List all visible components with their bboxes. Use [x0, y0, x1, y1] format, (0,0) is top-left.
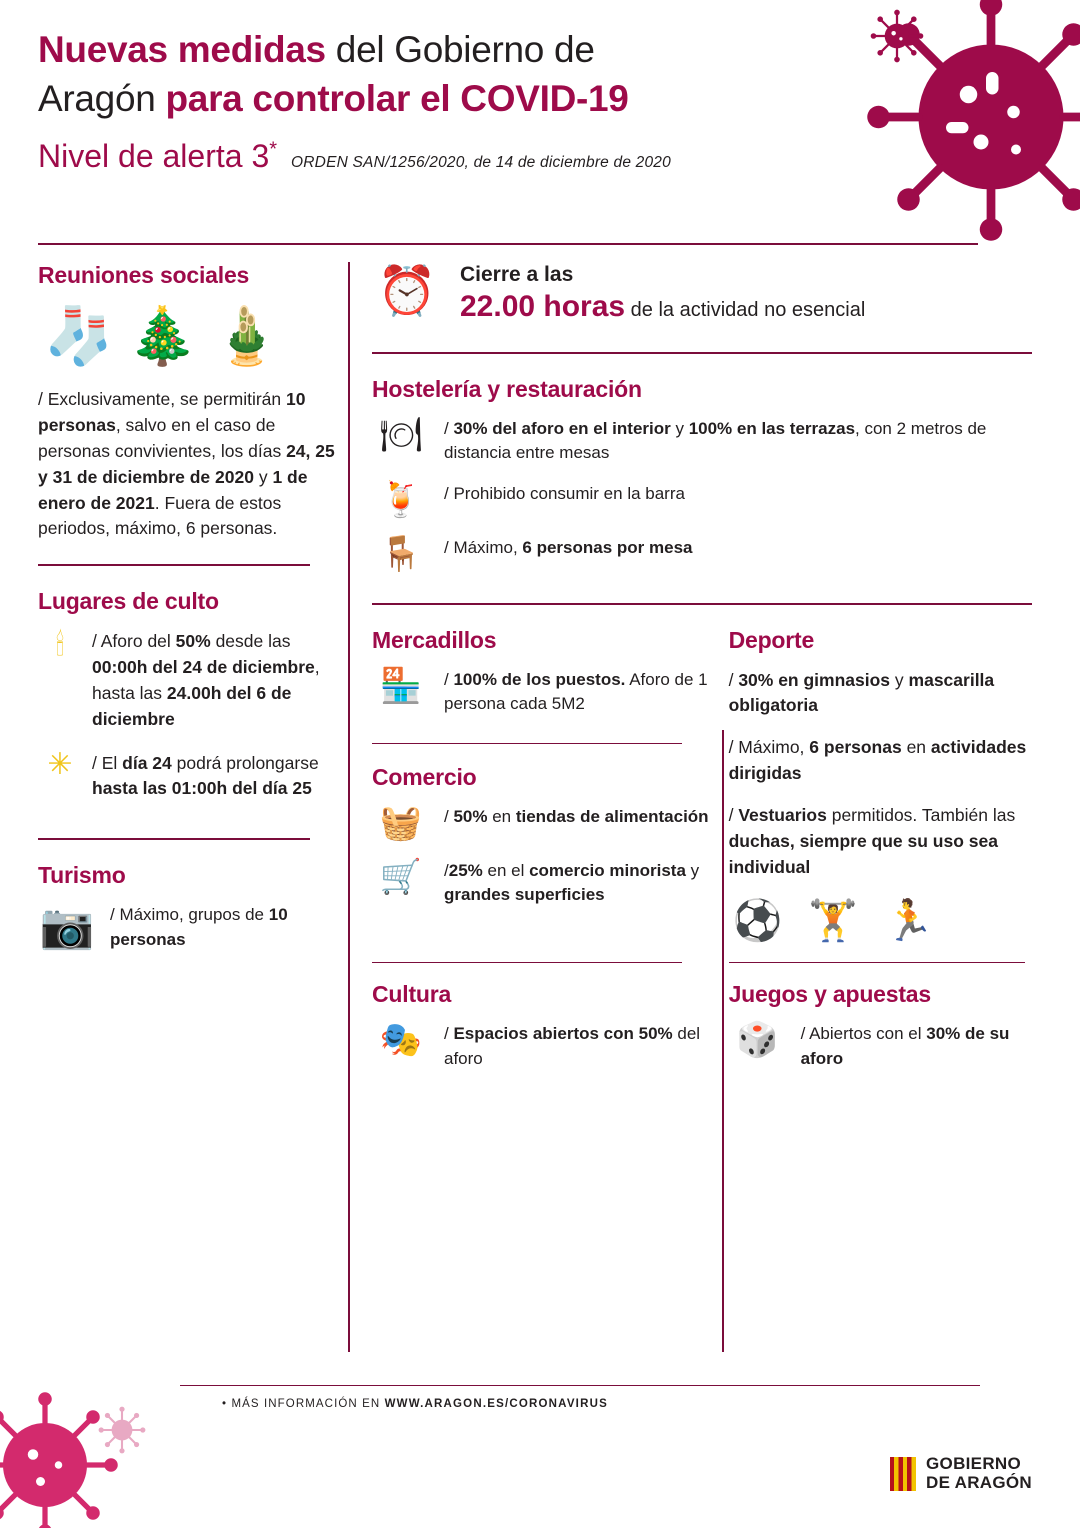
alert-level-row — [38, 138, 918, 175]
text-bold: 6 personas por mesa — [522, 537, 693, 557]
star-icon: ✳ — [47, 747, 73, 781]
banner-line-1: Cierre a las — [460, 263, 574, 286]
text-bold: 50% — [453, 807, 488, 827]
page-title-accent-1: Nuevas medidas — [38, 29, 326, 70]
text-bold: 30% en gimnasios — [738, 669, 891, 690]
soccer-ball-icon: ⚽ — [732, 898, 783, 943]
running-icon: 🏃 — [884, 898, 935, 943]
column-middle — [372, 262, 1032, 1088]
virus-footer-large-icon — [0, 1390, 120, 1528]
text-bold: 10 personas — [110, 904, 288, 949]
text-part: en — [487, 807, 516, 827]
text-bold: duchas, siempre que su uso sea individual — [728, 830, 998, 877]
grocery-basket-icon: 🧺 — [379, 804, 423, 843]
text-bold: actividades dirigidas — [728, 737, 1027, 784]
bullet-text — [444, 417, 1032, 466]
alert-level — [38, 138, 277, 175]
bullet-cultura — [372, 1022, 715, 1071]
content-columns — [0, 262, 1080, 1368]
page-title-line-1 — [38, 26, 918, 75]
bullet-hosteleria-barra — [372, 482, 1032, 519]
header — [38, 26, 918, 175]
text-bold: Vestuarios — [738, 805, 827, 826]
market-stall-icon: 🏪 — [379, 666, 423, 705]
government-logo-text — [926, 1455, 1032, 1492]
text-bold: 50% — [175, 630, 211, 651]
sport-icons-group — [733, 897, 1032, 944]
table-chairs-icon: 🪑 — [379, 534, 423, 573]
bullet-text — [444, 859, 715, 908]
section-divider — [38, 564, 310, 566]
section-title-deporte: Deporte — [728, 626, 815, 653]
bullet-comercio-alimentacion — [372, 805, 715, 842]
bullet-text — [92, 751, 338, 803]
bullet-mercadillos — [372, 668, 715, 717]
christmas-bauble-icon: 🎍 — [211, 304, 282, 367]
text-part: permitidos. También las — [826, 805, 1016, 826]
subcolumn-deporte — [715, 627, 1032, 944]
footer-bullet: • — [222, 1398, 228, 1410]
text-bold: 100% de los puestos. — [453, 669, 626, 689]
bullet-text — [444, 668, 715, 717]
text-part: y — [253, 466, 273, 487]
subcolumn-juegos — [715, 962, 1032, 1088]
text-bold: grandes superficies — [444, 885, 605, 905]
text-part: / — [444, 418, 454, 438]
text-part: / Máximo, — [728, 737, 810, 758]
bullet-culto-aforo — [38, 629, 338, 733]
text-part: / Máximo, grupos de — [110, 904, 269, 924]
text-part: / — [444, 1024, 454, 1044]
section-title-reuniones-sociales: Reuniones sociales — [38, 262, 250, 288]
text-part: / Aforo del — [92, 630, 176, 651]
bullet-hosteleria-mesa — [372, 536, 1032, 573]
text-bold: día 24 — [122, 752, 172, 773]
subcolumn-mercadillos-comercio — [372, 627, 715, 944]
dice-icon: 🎲 — [736, 1021, 779, 1060]
virus-footer-small-icon — [96, 1404, 148, 1456]
text-bold: Espacios abiertos con 50% — [453, 1024, 673, 1044]
section-title-juegos-apuestas: Juegos y apuestas — [728, 981, 931, 1008]
bullet-comercio-minorista — [372, 859, 715, 908]
section-title-lugares-de-culto: Lugares de culto — [38, 587, 219, 614]
cocktail-icon: 🍹 — [379, 481, 423, 520]
text-part: , con 2 metros de distancia entre mesas — [444, 418, 987, 463]
header-divider — [38, 243, 978, 245]
camera-icon: 📷 — [39, 901, 95, 951]
page-title-plain-1: del Gobierno de — [325, 29, 595, 70]
column-left — [38, 262, 338, 968]
section-title-comercio: Comercio — [372, 764, 477, 791]
bullet-deporte-vestuarios — [729, 803, 1032, 881]
text-part: del aforo — [444, 1024, 701, 1068]
banner-cierre — [372, 262, 1032, 324]
bullet-text — [801, 1022, 1032, 1071]
section-divider — [372, 743, 682, 745]
text-bold: 00:00h del 24 de diciembre — [92, 656, 315, 677]
text-part: , hasta las — [92, 656, 320, 703]
text-part: / Abiertos con el — [800, 1024, 927, 1044]
text-part: . Fuera de estos periodos, máximo, 6 personas. — [38, 492, 282, 539]
text-bold: 6 personas — [809, 737, 902, 758]
alert-level-text: Nivel de alerta 3 — [38, 137, 270, 174]
text-part: / Exclusivamente, se permitirán — [38, 389, 287, 409]
section-divider — [372, 603, 1032, 605]
text-bold: comercio minorista — [529, 860, 686, 880]
alert-level-asterisk: * — [269, 138, 278, 160]
text-part: / — [728, 805, 739, 826]
shopping-cart-icon: 🛒 — [379, 857, 423, 896]
christmas-stocking-icon: 🧦 — [44, 304, 114, 367]
bullet-culto-dia24 — [38, 747, 338, 803]
section-title-cultura: Cultura — [372, 981, 452, 1008]
text-bold: 100% en las terrazas — [688, 418, 856, 438]
bullet-juegos — [729, 1022, 1032, 1071]
text-part: / El — [92, 752, 123, 773]
christmas-tree-icon: 🎄 — [127, 304, 198, 367]
text-part: / — [444, 860, 449, 880]
page-title-plain-2: Aragón — [38, 77, 166, 119]
text-part: Aforo de 1 persona cada 5M2 — [444, 669, 708, 714]
text-bold: mascarilla obligatoria — [728, 669, 995, 716]
weightlifting-icon: 🏋 — [808, 898, 859, 943]
text-part: y — [670, 418, 689, 438]
text-part: / Prohibido consumir en la barra — [444, 484, 685, 504]
text-part: en — [901, 737, 931, 758]
alarm-clock-icon: ⏰ — [377, 265, 437, 318]
text-bold: 1 de enero de 2021 — [38, 466, 308, 513]
text-part: y — [685, 860, 700, 880]
text-part: y — [890, 669, 909, 690]
bullet-text — [444, 805, 715, 830]
text-bold: 10 personas — [38, 389, 306, 435]
section-title-mercadillos: Mercadillos — [372, 626, 497, 653]
bullet-deporte-gimnasios — [729, 668, 1032, 720]
page-title-line-2 — [38, 75, 918, 124]
text-part: , salvo en el caso de personas convivientes, los días — [38, 414, 287, 461]
text-part: / — [444, 807, 454, 827]
text-bold: 25% — [448, 860, 483, 880]
closing-time: 22.00 horas — [460, 290, 626, 324]
text-bold: hasta las 01:00h del día 25 — [92, 778, 312, 799]
bullet-text — [92, 629, 338, 733]
aragon-flag-icon — [890, 1457, 916, 1491]
food-cloche-icon: 🍽 — [379, 415, 423, 454]
bullet-text — [444, 536, 1032, 561]
section-divider — [372, 352, 1032, 354]
text-part: / — [728, 669, 739, 690]
banner-text — [460, 262, 865, 324]
candle-icon: 🕯 — [55, 628, 65, 662]
gov-line-2: DE ARAGÓN — [926, 1472, 1032, 1492]
text-bold: 30% del aforo en el interior — [453, 418, 671, 438]
text-bold: 24, 25 y 31 de diciembre de 2020 — [38, 440, 335, 487]
bullet-text — [444, 482, 1032, 507]
section-title-turismo: Turismo — [38, 861, 126, 888]
text-part: podrá prolongarse — [171, 752, 319, 773]
government-logo — [890, 1455, 1032, 1492]
section-title-hosteleria: Hostelería y restauración — [372, 375, 642, 402]
bullet-reuniones-sociales — [38, 387, 338, 542]
text-part: en el — [482, 860, 530, 880]
section-divider — [729, 962, 1025, 964]
footer-divider — [180, 1385, 980, 1386]
theatre-masks-icon: 🎭 — [379, 1021, 423, 1060]
text-part: / Máximo, — [444, 537, 523, 557]
christmas-icons-group — [44, 303, 338, 369]
subcolumn-cultura — [372, 962, 715, 1088]
text-part: desde las — [210, 630, 291, 651]
bullet-text — [444, 1022, 715, 1071]
bullet-text — [110, 903, 338, 952]
banner-line-2 — [460, 290, 865, 324]
footer-label: MÁS INFORMACIÓN EN — [231, 1398, 385, 1410]
orden-reference: ORDEN SAN/1256/2020, de 14 de diciembre de 2020 — [291, 153, 671, 171]
bullet-turismo — [38, 903, 338, 952]
gov-line-1: GOBIERNO — [926, 1454, 1021, 1474]
bullet-deporte-actividades — [729, 735, 1032, 787]
text-bold: 24.00h del 6 de diciembre — [92, 682, 292, 729]
section-divider — [38, 838, 310, 840]
text-bold: tiendas de alimentación — [515, 807, 709, 827]
text-bold: 30% de su aforo — [800, 1024, 1010, 1068]
section-divider — [372, 962, 682, 964]
bullet-hosteleria-aforo — [372, 417, 1032, 466]
page-title-accent-2: para controlar el COVID-19 — [165, 77, 629, 119]
text-part: / — [444, 669, 454, 689]
footer-url[interactable]: WWW.ARAGON.ES/CORONAVIRUS — [384, 1398, 608, 1410]
banner-line-2-rest: de la actividad no esencial — [625, 299, 866, 322]
footer-more-info — [222, 1398, 608, 1410]
